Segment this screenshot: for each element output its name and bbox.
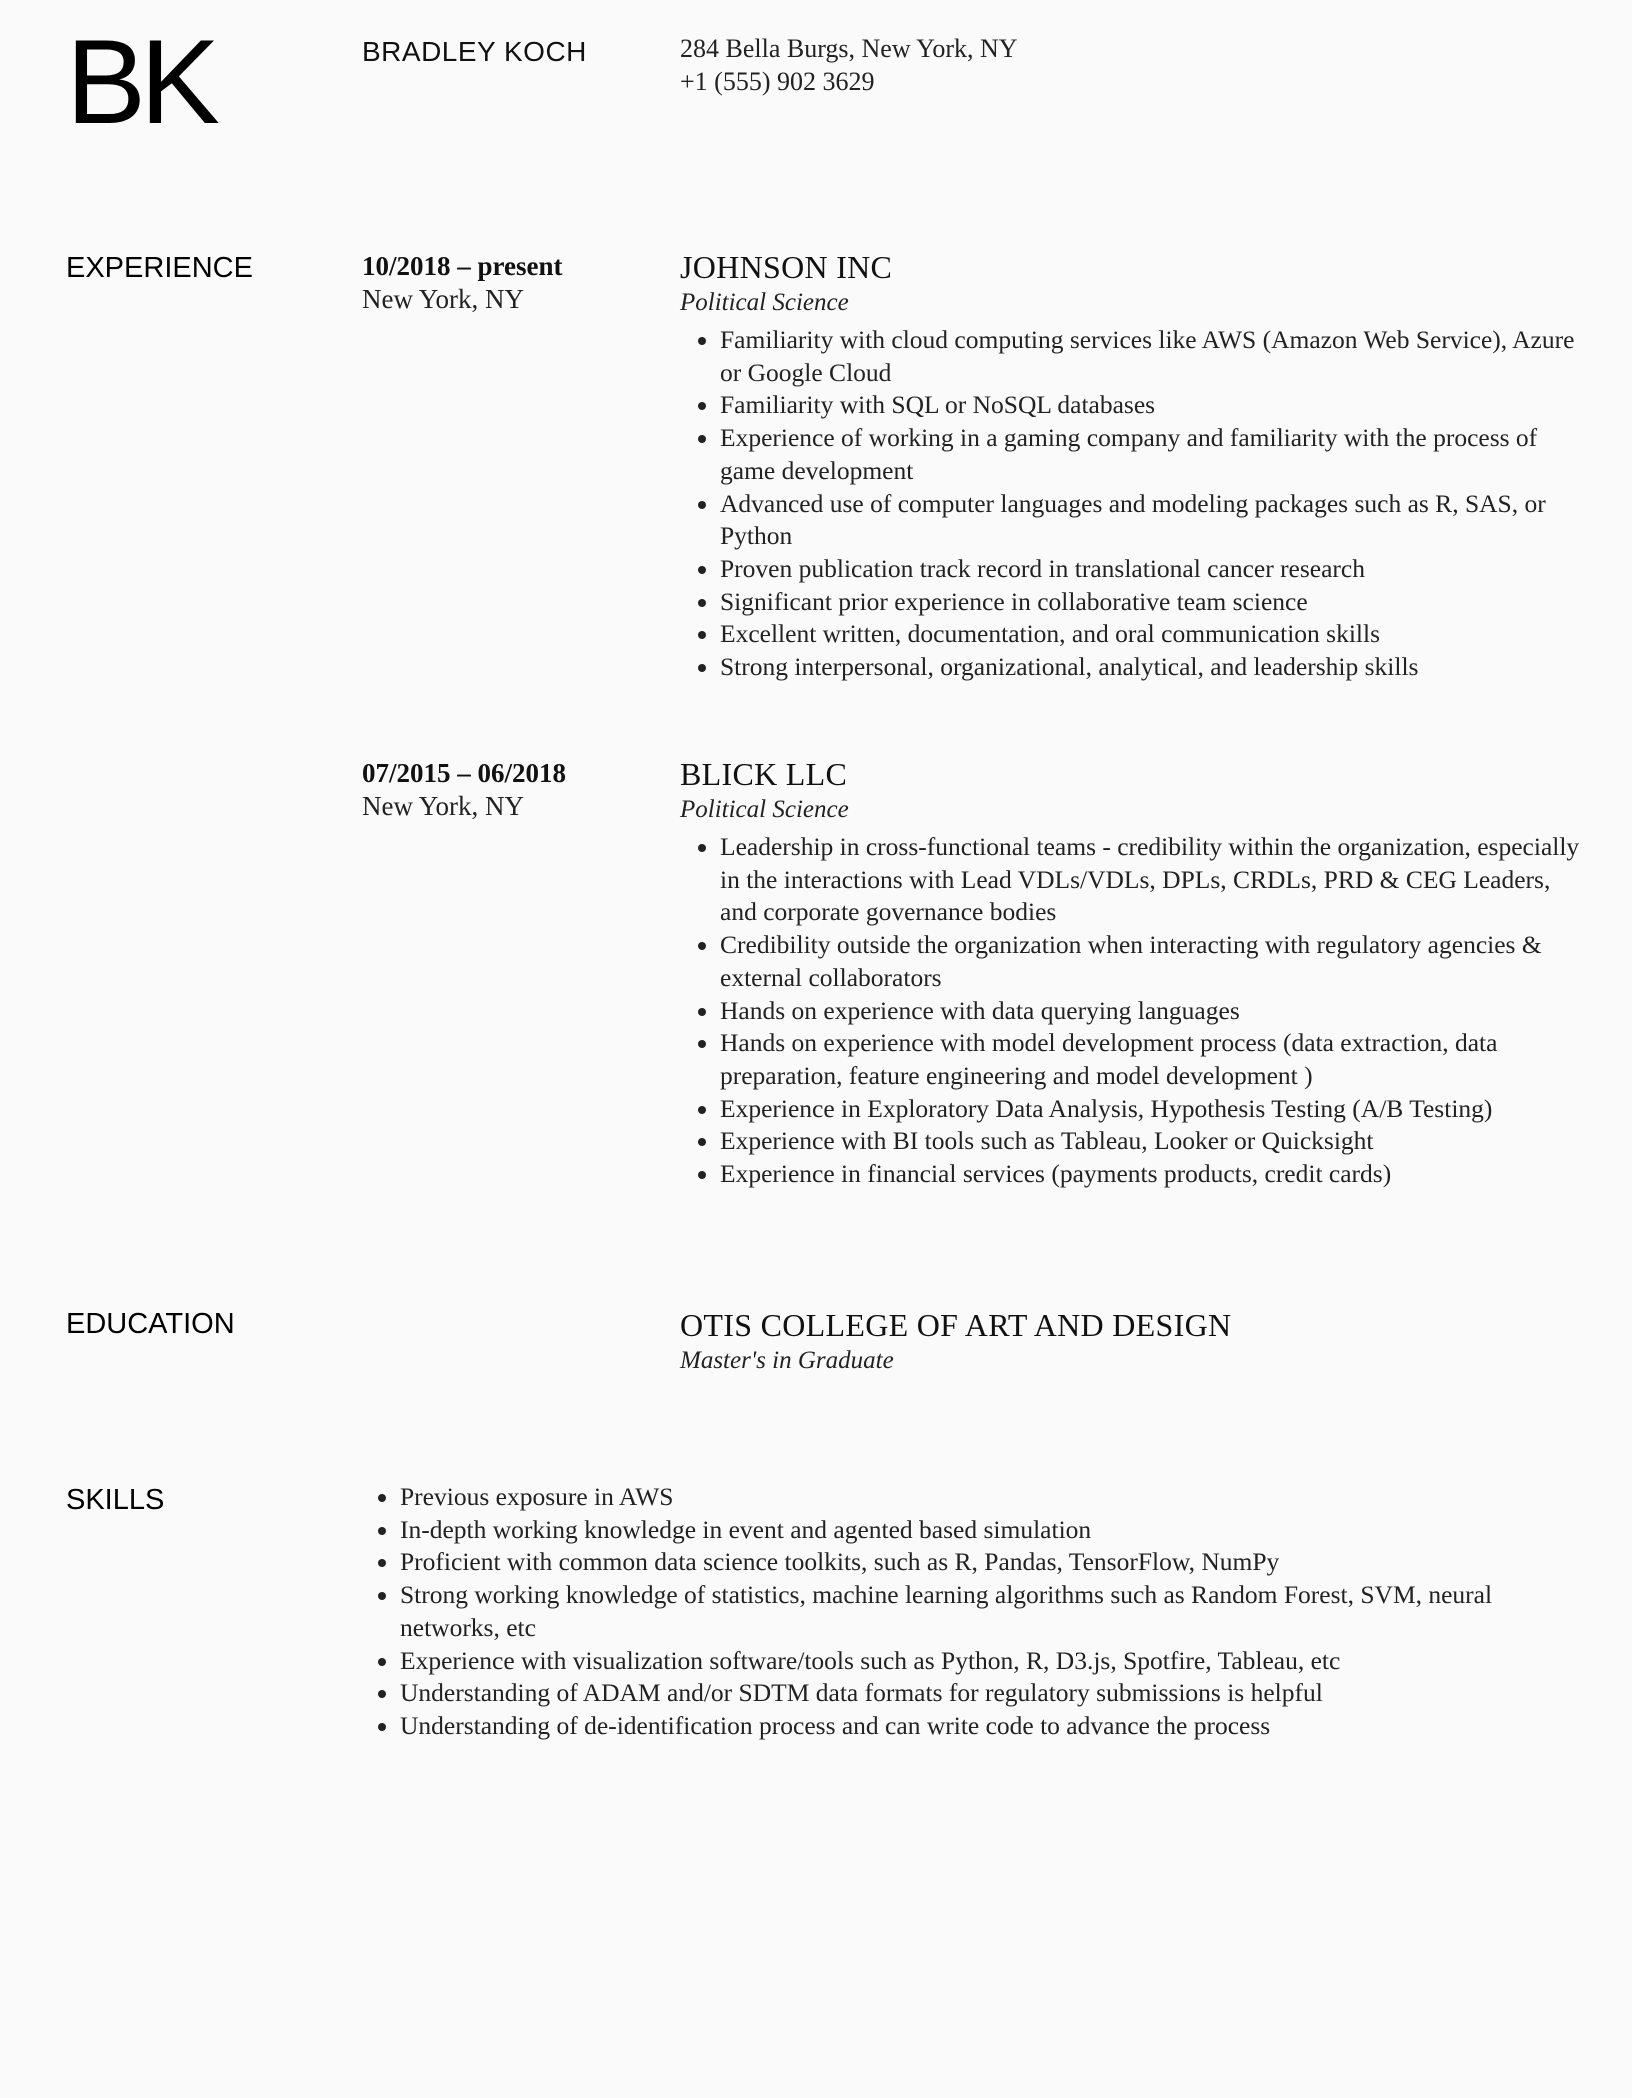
job-2-company: BLICK LLC bbox=[680, 756, 848, 792]
list-item: • Advanced use of computer languages and modeling packages such as R, SAS, or Python bbox=[720, 488, 1580, 553]
job-2-bullets bbox=[680, 831, 1580, 1191]
list-item: • Familiarity with SQL or NoSQL databases bbox=[720, 389, 1580, 422]
list-item: • Experience with BI tools such as Tableau, Looker or Quicksight bbox=[720, 1125, 1580, 1158]
list-item: • Proficient with common data science toolkits, such as R, Pandas, TensorFlow, NumPy bbox=[400, 1546, 1582, 1579]
education-degree: Master's in Graduate bbox=[680, 1347, 894, 1374]
list-item: • Hands on experience with model development process (data extraction, data preparation, feature engineering and model development ) bbox=[720, 1027, 1580, 1092]
skills-bullets bbox=[362, 1481, 1582, 1743]
list-item: • Understanding of ADAM and/or SDTM data formats for regulatory submissions is helpful bbox=[400, 1677, 1582, 1710]
list-item: • Familiarity with cloud computing services like AWS (Amazon Web Service), Azure or Google Cloud bbox=[720, 324, 1580, 389]
job-1-company: JOHNSON INC bbox=[680, 249, 893, 285]
section-title-skills: SKILLS bbox=[66, 1484, 165, 1516]
job-1-date-range: 10/2018 – present bbox=[362, 251, 563, 281]
list-item: • Leadership in cross-functional teams - credibility within the organization, especially in the interactions with Lead VDLs/VDLs, DPLs, CRDLs, PRD & CEG Leaders, and corporate governance bodies bbox=[720, 831, 1580, 929]
list-item: • Significant prior experience in collaborative team science bbox=[720, 586, 1580, 619]
list-item: • Excellent written, documentation, and oral communication skills bbox=[720, 618, 1580, 651]
job-1-bullets bbox=[680, 324, 1580, 684]
list-item: • Experience in financial services (payments products, credit cards) bbox=[720, 1158, 1580, 1191]
list-item: • Experience in Exploratory Data Analysis, Hypothesis Testing (A/B Testing) bbox=[720, 1093, 1580, 1126]
job-1-role: Political Science bbox=[680, 289, 849, 316]
education-school: OTIS COLLEGE OF ART AND DESIGN bbox=[680, 1307, 1232, 1343]
list-item: • Hands on experience with data querying languages bbox=[720, 995, 1580, 1028]
job-2-location: New York, NY bbox=[362, 791, 525, 821]
job-1 bbox=[680, 248, 1580, 684]
list-item: • Strong working knowledge of statistics, machine learning algorithms such as Random Forest, SVM, neural networks, etc bbox=[400, 1579, 1582, 1644]
job-2-role: Political Science bbox=[680, 796, 849, 823]
list-item: • Strong interpersonal, organizational, analytical, and leadership skills bbox=[720, 651, 1580, 684]
job-1-dates bbox=[362, 250, 563, 316]
job-2 bbox=[680, 755, 1580, 1191]
job-2-dates bbox=[362, 757, 566, 823]
contact-block bbox=[680, 32, 1018, 98]
section-title-experience: EXPERIENCE bbox=[66, 252, 253, 284]
list-item: • Previous exposure in AWS bbox=[400, 1481, 1582, 1514]
job-2-date-range: 07/2015 – 06/2018 bbox=[362, 758, 567, 788]
section-title-education: EDUCATION bbox=[66, 1308, 235, 1340]
list-item: • Experience with visualization software/tools such as Python, R, D3.js, Spotfire, Tableau, etc bbox=[400, 1645, 1582, 1678]
education-entry bbox=[680, 1306, 1580, 1378]
phone: +1 (555) 902 3629 bbox=[680, 67, 875, 96]
list-item: • Credibility outside the organization when interacting with regulatory agencies & external collaborators bbox=[720, 929, 1580, 994]
list-item: • Understanding of de-identification process and can write code to advance the process bbox=[400, 1710, 1582, 1743]
skills-list bbox=[362, 1481, 1582, 1743]
monogram: BK bbox=[66, 15, 215, 149]
address: 284 Bella Burgs, New York, NY bbox=[680, 34, 1018, 63]
list-item: • Proven publication track record in translational cancer research bbox=[720, 553, 1580, 586]
list-item: • In-depth working knowledge in event and agented based simulation bbox=[400, 1514, 1582, 1547]
candidate-name: BRADLEY KOCH bbox=[362, 36, 587, 67]
list-item: • Experience of working in a gaming company and familiarity with the process of game development bbox=[720, 422, 1580, 487]
job-1-location: New York, NY bbox=[362, 284, 525, 314]
